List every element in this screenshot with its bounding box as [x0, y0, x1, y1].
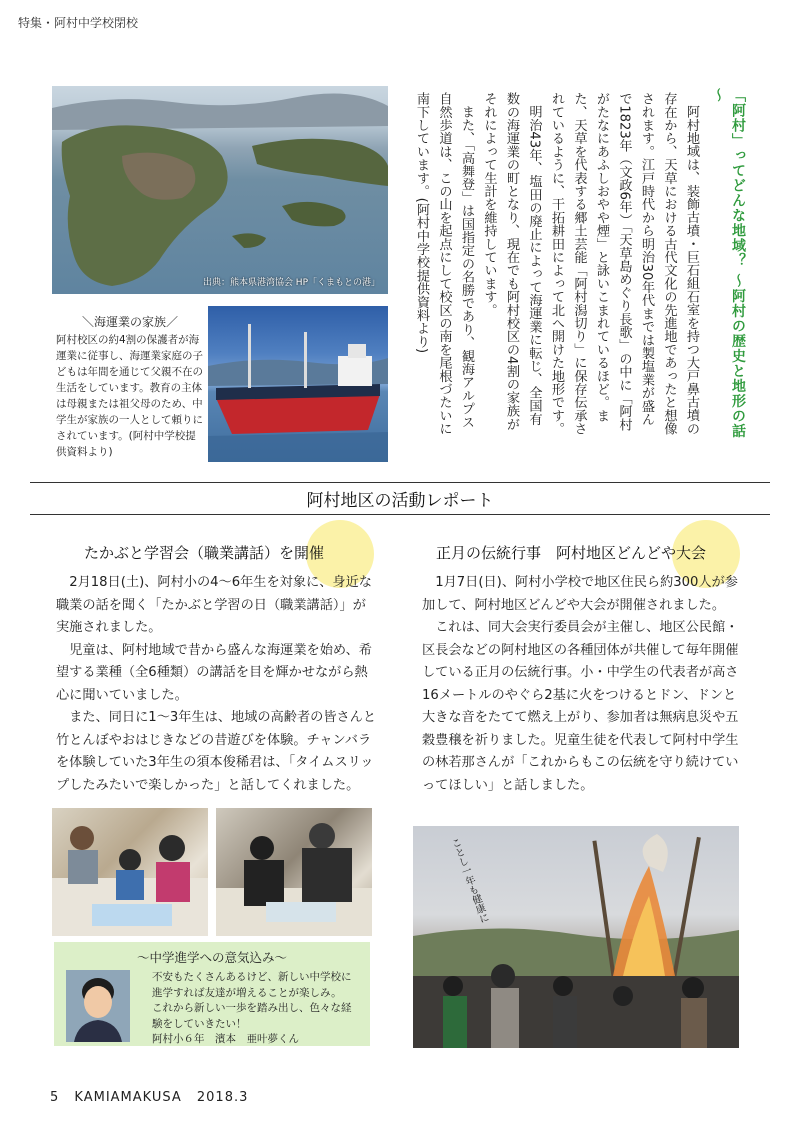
family-box-title: ＼海運業の家族／	[81, 315, 178, 329]
page-header-label: 特集・阿村中学校閉校	[18, 16, 139, 30]
bonfire-photo	[413, 826, 739, 1048]
quote-line: 験をしていきたい！	[152, 1017, 247, 1030]
quote-line: 不安もたくさんあるけど、新しい中学校に	[152, 971, 352, 983]
quote-box-text	[152, 970, 364, 1048]
feature-body	[396, 92, 702, 438]
feature-paragraph: 明治43年、塩田の廃止によって海運業に転じ、全国有数の海運業の町となり、現在でも阿村校区の4割の家族がそれによって生計を維持しています。	[481, 92, 542, 431]
family-box-text: 阿村校区の約4割の保護者が海運業に従事し、海運業家庭の子どもは年間を通じて父親不在の生活をしています。教育の主体は母親または祖父母のため、中学生が家族の一人として頼りにされています。(阿村中学校提供資料より)	[56, 334, 203, 458]
cargo-ship-photo	[208, 306, 388, 462]
feature-paragraph: 阿村地域は、装飾古墳・巨石組石室を持つ大戸鼻古墳の存在から、天草における古代文化の先進地であったと想像されます。江戸時代から明治30年代までは製塩業が盛んで1823年（文政6年）「天草島めぐり長歌」の中に「阿村がたなにあふしおやや煙」と詠いこまれているほど。また、天草を代表する郷土芸能「阿村潟切り」に保存伝承されているように、干拓耕田によって北へ開けた地形です。	[549, 92, 699, 436]
quote-signature: 阿村小６年 濱本 亜叶夢くん	[152, 1033, 299, 1045]
aerial-photo	[52, 86, 388, 294]
student-quote-box	[54, 942, 370, 1046]
left-article-title: たかぶと学習会（職業講話）を開催	[84, 544, 325, 562]
lecture-photo-2	[216, 808, 372, 936]
feature-paragraph: また、「高舞登」は国指定の名勝であり、観海アルプス自然歩道は、この山を起点にして校区の南を尾根づたいに南下しています。(阿村中学校提供資料より)	[414, 92, 474, 436]
page-footer	[50, 1090, 248, 1105]
aerial-landscape-graphic	[52, 86, 388, 294]
magazine-name: KAMIAMAKUSA	[74, 1090, 182, 1105]
right-article-paragraph: 1月7日(日)、阿村小学校で地区住民ら約300人が参加して、阿村地区どんどや大会が開催されました。	[422, 575, 738, 613]
section-divider-bottom	[30, 514, 770, 515]
section-heading: 阿村地区の活動レポート	[306, 491, 494, 511]
student-portrait-graphic	[66, 970, 130, 1042]
student-avatar	[66, 970, 130, 1042]
page-number: 5	[50, 1090, 60, 1105]
issue-date: 2018.3	[196, 1090, 249, 1105]
right-article-body	[422, 572, 748, 797]
left-article-paragraph: また、同日に1～3年生は、地域の高齢者の皆さんと竹とんぼやおはじきなどの昔遊びを体験。チャンバラを体験していた3年生の須本俊稀君は、「タイムスリップしたみたいで楽しかった」と話してくれました。	[56, 710, 377, 793]
photo-credit: 出典：熊本県港湾協会 HP「くまもとの港」	[202, 278, 380, 288]
right-article-title: 正月の伝統行事 阿村地区どんどや大会	[436, 544, 707, 562]
right-article-paragraph: これは、同大会実行委員会が主催し、地区公民館・区長会などの阿村地区の各種団体が共催して毎年開催している正月の伝統行事。小・中学生の代表者が高さ16メートルのやぐら2基に火をつけるとドン、ドンと大きな音をたてて燃え上がり、参加者は無病息災や五穀豊穣を祈りました。児童生徒を代表して阿村中学生の林若那さんが「これからもこの伝統を守り続けていってほしい」と話しました。	[422, 620, 739, 793]
left-article-paragraph: 児童は、阿村地域で昔から盛んな海運業を始め、希望する業種（全6種類）の講話を目を輝かせながら熱心に聞いていました。	[56, 642, 372, 703]
section-divider-top	[30, 482, 770, 483]
quote-line: 進学すれば友達が増えることが楽しみ。	[152, 986, 342, 999]
lecture-photo-1	[52, 808, 208, 936]
feature-title: 「阿村」ってどんな地域？ ～阿村の歴史と地形の話～	[710, 88, 746, 439]
cargo-ship-graphic	[208, 306, 388, 462]
bonfire-photo-caption: ことし一年も健康に	[447, 836, 490, 926]
quote-line: これから新しい一歩を踏み出し、色々な経	[152, 1002, 352, 1014]
lecture-scene-graphic	[216, 808, 372, 936]
quote-box-title: ～中学進学への意気込み～	[136, 950, 287, 965]
left-article-body	[56, 572, 378, 797]
left-article-paragraph: 2月18日(土)、阿村小の4～6年生を対象に、身近な職業の話を聞く「たかぶと学習の日（職業講話）」が実施されました。	[56, 575, 372, 635]
lecture-scene-graphic	[52, 808, 208, 936]
